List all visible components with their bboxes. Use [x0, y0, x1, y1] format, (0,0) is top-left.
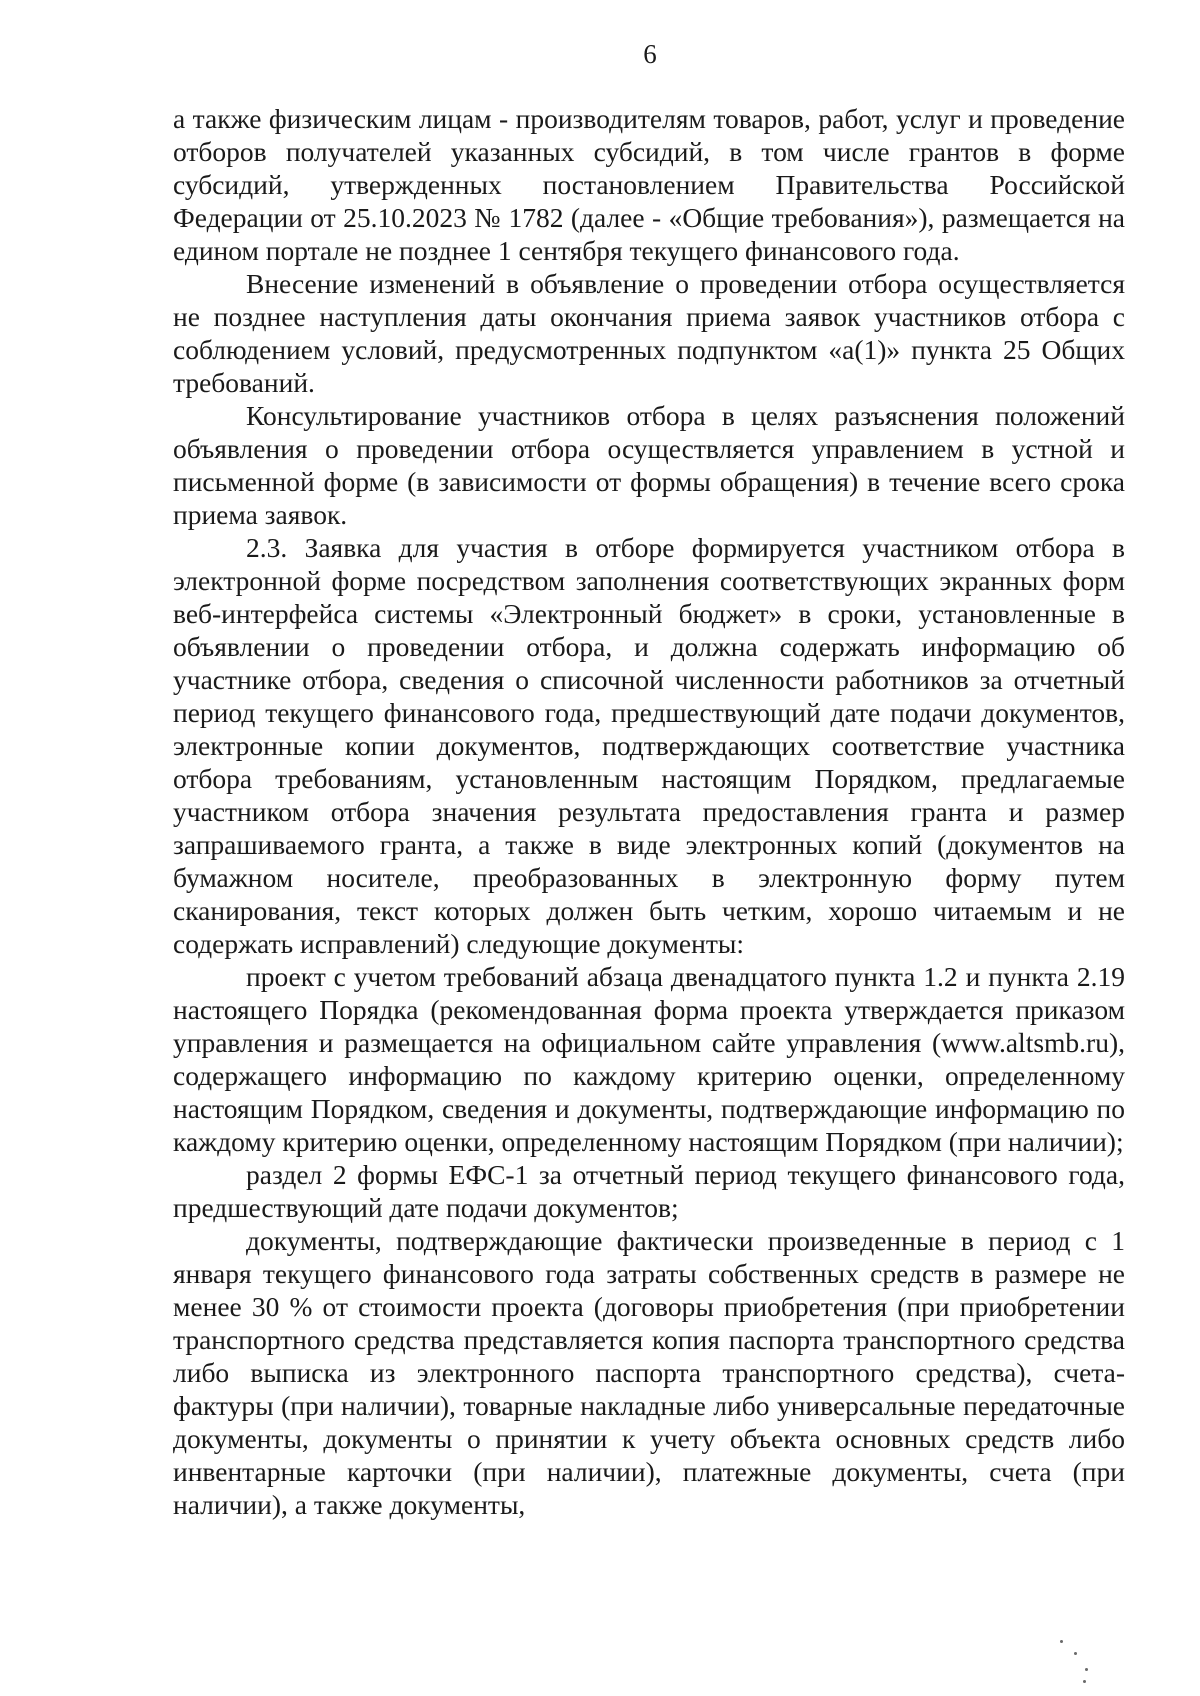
page-number: 6: [643, 39, 657, 69]
paragraph-efs-1: раздел 2 формы ЕФС-1 за отчетный период текущего финансового года, предшествующий дате подачи документов;: [173, 1159, 1125, 1223]
body-text: [173, 102, 1125, 1521]
scan-speck: [1074, 1652, 1077, 1655]
scan-speck: [1060, 1640, 1063, 1643]
paragraph-section-2-3: 2.3. Заявка для участия в отборе формируется участником отбора в электронной форме посредством заполнения соответствующих экранных форм веб-интерфейса системы «Электронный бюджет» в сроки, установленные в объявлении о проведении отбора, и должна содержать информацию об участнике отбора, сведения о списочной численности работников за отчетный период текущего финансового года, предшествующий дате подачи документов, электронные копии документов, подтверждающих соответствие участника отбора требованиям, установленным настоящим Порядком, предлагаемые участником отбора значения результата предоставления гранта и размер запрашиваемого гранта, а также в виде электронных копий (документов на бумажном носителе, преобразованных в электронную форму путем сканирования, текст которых должен быть четким, хорошо читаемым и не содержать исправлений) следующие документы:: [173, 532, 1125, 959]
paragraph-consulting: Консультирование участников отбора в целях разъяснения положений объявления о проведении отбора осуществляется управлением в устной и письменной форме (в зависимости от формы обращения) в течение всего срока приема заявок.: [173, 400, 1125, 530]
paragraph-expense-documents: документы, подтверждающие фактически произведенные в период с 1 января текущего финансового года затраты собственных средств в размере не менее 30 % от стоимости проекта (договоры приобретения (при приобретении транспортного средства представляется копия паспорта транспортного средства либо выписка из электронного паспорта транспортного средства), счета-фактуры (при наличии), товарные накладные либо универсальные передаточные документы, документы о принятии к учету объекта основных средств либо инвентарные карточки (при наличии), платежные документы, счета (при наличии), а также документы,: [173, 1225, 1125, 1520]
scan-speck: [1085, 1668, 1088, 1671]
scan-speck: [1083, 1680, 1086, 1683]
paragraph-continuation: а также физическим лицам - производителям товаров, работ, услуг и проведение отборов получателей указанных субсидий, в том числе грантов в форме субсидий, утвержденных постановлением Правительства Российской Федерации от 25.10.2023 № 1782 (далее - «Общие требования»), размещается на едином портале не позднее 1 сентября текущего финансового года.: [173, 103, 1125, 266]
paragraph-project: проект с учетом требований абзаца двенадцатого пункта 1.2 и пункта 2.19 настоящего Порядка (рекомендованная форма проекта утверждается приказом управления и размещается на официальном сайте управления (www.altsmb.ru), содержащего информацию по каждому критерию оценки, определенному настоящим Порядком, сведения и документы, подтверждающие информацию по каждому критерию оценки, определенному настоящим Порядком (при наличии);: [173, 961, 1125, 1157]
paragraph-amendments: Внесение изменений в объявление о проведении отбора осуществляется не позднее наступления даты окончания приема заявок участников отбора с соблюдением условий, предусмотренных подпунктом «а(1)» пункта 25 Общих требований.: [173, 268, 1125, 398]
